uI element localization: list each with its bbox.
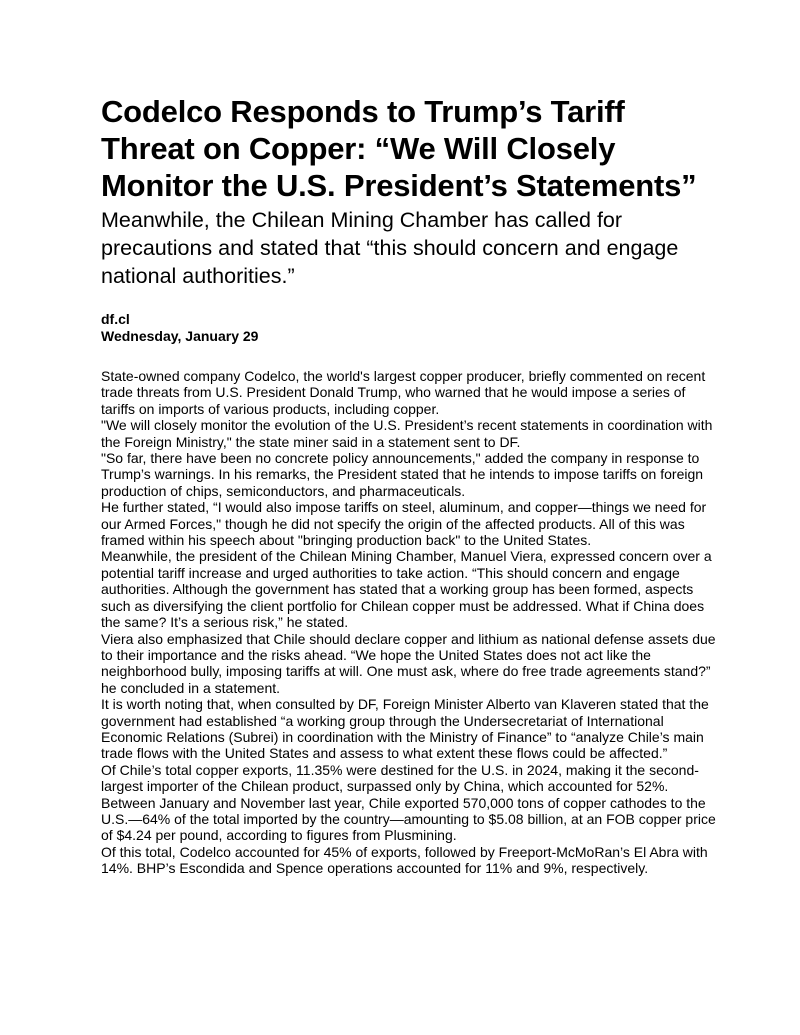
paragraph: "We will closely monitor the evolution of the U.S. President’s recent statements in coordination with the Foreign Ministry," the state miner said in a statement sent to DF. bbox=[101, 417, 713, 450]
article-meta bbox=[101, 311, 721, 345]
headline: Codelco Responds to Trump’s Tariff Threat on Copper: “We Will Closely Monitor the U.S. President’s Statements” bbox=[101, 94, 697, 203]
paragraph: Meanwhile, the president of the Chilean Mining Chamber, Manuel Viera, expressed concern over a potential tariff increase and urged authorities to take action. “This should concern and engage authorities. Although the government has stated that a working group has been formed, aspects such as diversifying the client portfolio for Chilean copper must be addressed. What if China does the same? It’s a serious risk,” he stated. bbox=[101, 548, 712, 631]
paragraph: Of Chile’s total copper exports, 11.35% were destined for the U.S. in 2024, making it the second-largest importer of the Chilean product, surpassed only by China, which accounted for 52%. bbox=[101, 761, 699, 795]
publish-date: Wednesday, January 29 bbox=[101, 328, 259, 344]
paragraph: It is worth noting that, when consulted by DF, Foreign Minister Alberto van Klaveren stated that the government had established “a working group through the Undersecretariat of International Economic Relations (Subrei) in coordination with the Ministry of Finance” to “analyze Chile’s main trade flows with the United States and assess to what extent these flows could be affected.” bbox=[101, 696, 709, 762]
paragraph: Viera also emphasized that Chile should declare copper and lithium as national defense assets due to their importance and the risks ahead. “We hope the United States does not act like the neighborhood bully, imposing tariffs at will. One must ask, where do free trade agreements stand?” he concluded in a statement. bbox=[101, 630, 716, 696]
article-body bbox=[101, 368, 721, 877]
paragraph: He further stated, “I would also impose tariffs on steel, aluminum, and copper—things we need for our Armed Forces," though he did not specify the origin of the affected products. All of this was framed within his speech about "bringing production back" to the United States. bbox=[101, 499, 707, 549]
source: df.cl bbox=[101, 311, 130, 327]
paragraph: Between January and November last year, Chile exported 570,000 tons of copper cathodes to the U.S.—64% of the total imported by the country—amounting to $5.08 billion, at an FOB copper price of $4.24 per pound, according to figures from Plusmining. bbox=[101, 794, 716, 844]
paragraph: Of this total, Codelco accounted for 45% of exports, followed by Freeport-McMoRan’s El Abra with 14%. BHP’s Escondida and Spence operations accounted for 11% and 9%, respectively. bbox=[101, 843, 708, 877]
article bbox=[101, 93, 721, 877]
paragraph: State-owned company Codelco, the world's largest copper producer, briefly commented on recent trade threats from U.S. President Donald Trump, who warned that he would impose a series of tariffs on imports of various products, including copper. bbox=[101, 368, 706, 417]
paragraph: "So far, there have been no concrete policy announcements," added the company in response to Trump’s warnings. In his remarks, the President stated that he intends to impose tariffs on foreign production of chips, semiconductors, and pharmaceuticals. bbox=[101, 450, 704, 499]
subheadline: Meanwhile, the Chilean Mining Chamber has called for precautions and stated that “this should concern and engage national authorities.” bbox=[101, 208, 679, 288]
